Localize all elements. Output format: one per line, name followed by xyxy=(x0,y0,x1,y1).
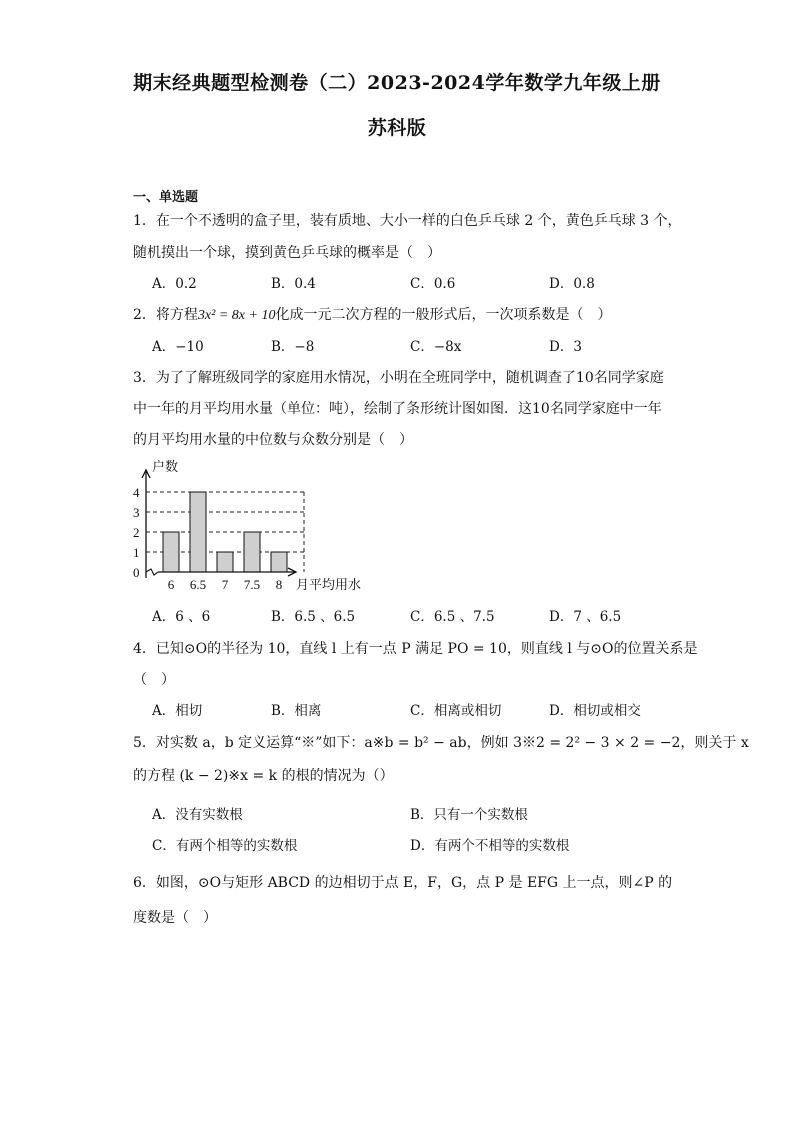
question-1-option-d[interactable]: D．0.8 xyxy=(549,276,595,292)
question-2-option-c[interactable]: C．−8x xyxy=(410,339,462,355)
bar xyxy=(271,552,287,572)
x-tick-label: 8 xyxy=(275,577,283,592)
question-6-text: 6．如图，⊙O与矩形 ABCD 的边相切于点 E，F，G，点 P 是 EFG 上一点，则∠P 的 xyxy=(133,875,673,891)
question-3-text-cont: 中一年的月平均用水量（单位：吨），绘制了条形统计图如图．这10名同学家庭中一年 xyxy=(133,401,662,417)
y-tick-label: 0 xyxy=(133,565,140,580)
bar xyxy=(244,532,260,572)
question-4-option-c[interactable]: C．相离或相切 xyxy=(410,703,502,719)
question-4-option-a[interactable]: A．相切 xyxy=(152,703,203,719)
y-tick-label: 1 xyxy=(133,545,140,560)
question-1-text: 1．在一个不透明的盒子里，装有质地、大小一样的白色乒乓球 2 个，黄色乒乓球 3 个， xyxy=(133,213,682,229)
question-2-option-b[interactable]: B．−8 xyxy=(271,339,315,355)
question-2-option-d[interactable]: D．3 xyxy=(549,339,582,355)
question-5-option-d[interactable]: D．有两个不相等的实数根 xyxy=(410,838,570,854)
bar xyxy=(217,552,233,572)
question-1-option-c[interactable]: C．0.6 xyxy=(410,276,456,292)
y-tick-label: 3 xyxy=(133,505,140,520)
question-2-equation: 3x² = 8x + 10 xyxy=(197,308,276,323)
question-5-option-c[interactable]: C．有两个相等的实数根 xyxy=(152,838,298,854)
page-subtitle: 苏科版 xyxy=(367,117,427,139)
question-6-text-cont: 度数是（ ） xyxy=(133,910,217,926)
question-3-option-c[interactable]: C．6.5 、7.5 xyxy=(410,609,495,625)
question-5-option-b[interactable]: B．只有一个实数根 xyxy=(410,807,528,823)
x-axis-label: 月平均用水 xyxy=(296,577,362,592)
question-5-option-a[interactable]: A．没有实数根 xyxy=(152,807,243,823)
x-tick-label: 6.5 xyxy=(189,577,207,592)
bar-chart xyxy=(128,458,388,598)
axis-break xyxy=(146,569,158,575)
x-tick-label: 6 xyxy=(167,577,175,592)
question-1-option-b[interactable]: B．0.4 xyxy=(271,276,316,292)
y-tick-label: 4 xyxy=(133,485,140,500)
question-2-text xyxy=(133,306,611,325)
question-5-text: 5．对实数 a，b 定义运算“※”如下：a※b = b² − ab，例如 3※2 = 2² − 3 × 2 = −2，则关于 x xyxy=(133,735,749,751)
question-1-option-a[interactable]: A．0.2 xyxy=(152,276,197,292)
bar xyxy=(163,532,179,572)
question-4-text: 4．已知⊙O的半径为 10，直线 l 上有一点 P 满足 PO = 10，则直线 l 与⊙O的位置关系是 xyxy=(133,641,698,657)
question-3-text-end: 的月平均用水量的中位数与众数分别是（ ） xyxy=(133,432,413,448)
x-tick-label: 7.5 xyxy=(243,577,261,592)
question-1-text-cont: 随机摸出一个球，摸到黄色乒乓球的概率是（ ） xyxy=(133,245,441,261)
y-axis-label: 户数 xyxy=(152,459,179,474)
question-4-text-cont: （ ） xyxy=(133,672,175,688)
page-title: 期末经典题型检测卷（二）2023-2024学年数学九年级上册 xyxy=(133,72,661,94)
question-3-option-a[interactable]: A．6 、6 xyxy=(152,609,211,625)
question-2-suffix: 化成一元二次方程的一般形式后，一次项系数是（ ） xyxy=(275,307,612,323)
question-5-text-cont: 的方程 (k − 2)※x = k 的根的情况为（） xyxy=(133,768,394,784)
bar xyxy=(190,492,206,572)
x-tick-label: 7 xyxy=(221,577,229,592)
question-2-option-a[interactable]: A．−10 xyxy=(152,339,204,355)
y-tick-label: 2 xyxy=(133,525,140,540)
section-heading: 一、单选题 xyxy=(133,190,199,205)
question-2-prefix: 2．将方程 xyxy=(133,307,198,323)
question-4-option-b[interactable]: B．相离 xyxy=(271,703,322,719)
question-3-option-d[interactable]: D．7 、6.5 xyxy=(549,609,622,625)
question-3-option-b[interactable]: B．6.5 、6.5 xyxy=(271,609,356,625)
question-3-text: 3．为了了解班级同学的家庭用水情况，小明在全班同学中，随机调查了10名同学家庭 xyxy=(133,370,664,386)
question-4-option-d[interactable]: D．相切或相交 xyxy=(549,703,641,719)
